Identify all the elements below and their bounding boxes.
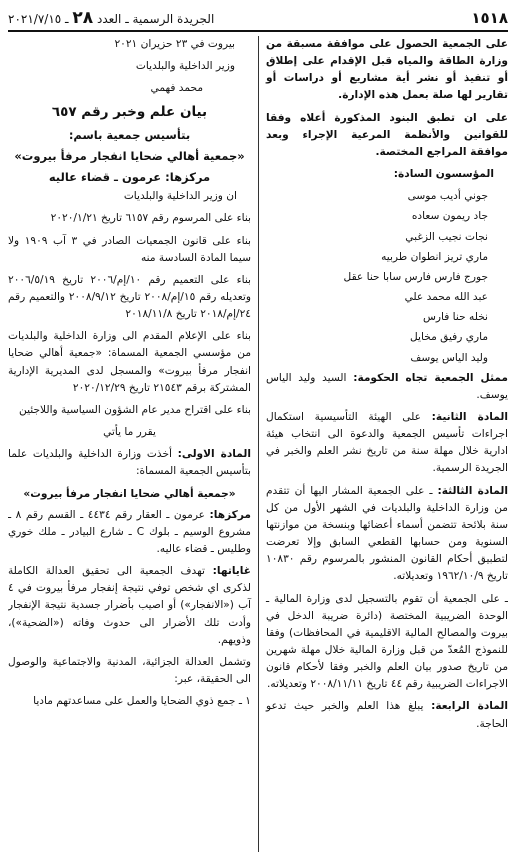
paragraph: بناء على التعميم رقم ١٠/إم/٢٠٠٦ تاريخ ٢٠٠٦/٥/١٩ وتعديله رقم ١٥/إم/٢٠٠٨ تاريخ ٢٠٠٨/٩/١٢ والتعميم رقم ٢٤/إم/٢٠١٨ تاريخ ٢٠١٨/١١/٨	[8, 273, 251, 321]
goals-item: ١ ـ جمع ذوي الضحايا والعمل على مساعدتهم ماديا	[33, 695, 251, 708]
paragraph: على الجمعية الحصول على موافقة مسبقة من وزارة الطاقة والمياه قبل الإقدام على إطلاق أو تنفيذ أو نشر أية مشاريع أو دراسات أو تقارير لها صلة بعمل هذه الإدارة.	[266, 38, 508, 102]
text: ـ على الجمعية المشار اليها أن تتقدم من وزارة الداخلية والبلديات في الشهر الأول من كل سنة بلائحة تتضمن أسماء أعضائها وبنسخة من موازنتها السنوية ومن حسابها القطعي السابق وإلا تعرضت لتطبيق أحكام القانون المنشور بالمرسوم رقم ١٠٨٣٠ تاريخ ١٩٦٢/١٠/٩ وتعديلاته.	[266, 484, 508, 583]
text: يبلغ هذا العلم والخبر حيث تدعو الحاجة.	[266, 700, 508, 730]
article-2	[266, 409, 508, 478]
issue-number: ٢٨	[72, 8, 94, 28]
founder-name: ماري تريز انطوان طربيه	[381, 250, 488, 263]
label: غاياتها:	[212, 565, 251, 578]
founder-name: نخله حنا فارس	[422, 311, 488, 324]
founder-name: ماري رفيق مخايل	[410, 331, 488, 344]
signature-title: وزير الداخلية والبلديات	[135, 60, 235, 73]
article-1	[8, 446, 251, 480]
founder-name: وليد الياس يوسف	[410, 351, 488, 364]
association-hq: مركزها: عرمون ـ قضاء عاليه	[48, 169, 211, 184]
right-column	[258, 36, 508, 852]
notice-subtitle: بتأسيس جمعية باسم:	[68, 128, 191, 143]
government-representative	[266, 370, 508, 404]
label: مركزها:	[209, 508, 251, 521]
founder-name: جورج فارس فارس سابا حنا عقل	[343, 270, 488, 283]
label: المادة الثانية:	[431, 410, 508, 423]
founder-name: عبد الله محمد علي	[404, 291, 488, 304]
association-name: «جمعية أهالي ضحايا انفجار مرفأ بيروت»	[14, 148, 245, 163]
left-column	[8, 36, 258, 852]
columns	[8, 36, 508, 852]
page-header	[8, 6, 508, 32]
label: المادة الاولى:	[177, 448, 251, 461]
label: المادة الرابعة:	[431, 700, 508, 713]
article-4	[266, 698, 508, 732]
value: السيد وليد الياس يوسف.	[266, 371, 508, 401]
header-meta	[8, 8, 214, 28]
founder-name: نجات نجيب الزغبي	[405, 230, 488, 243]
founder-name: جاد ريمون سعاده	[411, 210, 488, 223]
label: ممثل الجمعية تجاه الحكومة:	[353, 371, 508, 384]
text: على الهيئة التأسيسية استكمال اجراءات تأسيس الجمعية والدعوة الى انتخاب هيئة ادارية خلال مهلة سنة من تاريخ نشر العلم والخبر في الجريدة الرسمية.	[266, 410, 508, 475]
article-3	[266, 483, 508, 586]
association-name-quote: «جمعية أهالي ضحايا انفجار مرفأ بيروت»	[23, 487, 236, 500]
paragraph: ان وزير الداخلية والبلديات	[123, 190, 237, 203]
signature-place-date: بيروت في ٢٣ حزيران ٢٠٢١	[114, 38, 235, 50]
article-3-part-2: ـ على الجمعية أن تقوم بالتسجيل لدى وزارة المالية ـ الوحدة الضريبية المختصة (دائرة ضريبة الدخل في بيروت والمصالح المالية الاقليمية في المحافظات) وفقا للنموذج المُعدّ من قبل وزارة المالية خلال مهلة شهرين من تاريخ صدور بيان العلم والخبر وفقا لأحكام قانون الاجراءات الضريبية رقم ٤٤ تاريخ ٢٠٠٨/١١/١١ وتعديلاته.	[266, 592, 508, 691]
headquarters	[8, 507, 251, 558]
paragraph: بناء على قانون الجمعيات الصادر في ٣ آب ١٩٠٩ ولا سيما المادة السادسة منه	[8, 234, 251, 264]
notice-title: بيان علم وخبر رقم ٦٥٧	[51, 104, 208, 121]
decides-heading: يقرر ما يأتي	[103, 426, 156, 439]
signature-name: محمد فهمي	[150, 82, 203, 95]
label: المادة الثالثة:	[437, 484, 508, 497]
paragraph: بناء على المرسوم رقم ٦١٥٧ تاريخ ٢٠٢٠/١/٢١	[50, 212, 251, 225]
text: تهدف الجمعية الى تحقيق العدالة الكاملة لذكرى اي شخص توفي نتيجة إنفجار مرفأ بيروت في ٤ آب («الانفجار») أو اصيب بأضرار جسدية نتيجة الإنفجار وأدت تلك الأضرار الى حدوث وفاته («الضحية»)، وذويهم.	[8, 565, 251, 646]
paragraph: بناء على اقتراح مدير عام الشؤون السياسية واللاجئين	[19, 403, 251, 416]
publication-name: الجريدة الرسمية ـ العدد	[96, 12, 215, 26]
goals-continued: وتشمل العدالة الجزائية، المدنية والاجتماعية والوصول الى الحقيقة، عبر:	[8, 655, 251, 686]
page-number: ١٥١٨	[471, 9, 508, 27]
paragraph: بناء على الإعلام المقدم الى وزارة الداخلية والبلديات من مؤسسي الجمعية المسماة: «جمعية أهالي ضحايا انفجار مرفأ بيروت» والمسجل لدى المديرية الإدارية المشتركة برقم ٢١٥٤٣ تاريخ ٢٠٢٠/١٢/٢٩	[8, 330, 251, 394]
text: عرمون ـ العقار رقم ٤٤٣٤ ـ القسم رقم ٨ ـ مشروع الوسيم ـ بلوك C ـ شارع البيادر ـ ملك خوري وطليس ـ قضاء عاليه.	[8, 508, 251, 556]
founders-label: المؤسسون السادة:	[393, 168, 494, 181]
goals	[8, 563, 251, 649]
founder-name: جوني أديب موسى	[407, 190, 488, 203]
issue-date: ـ ٢٠٢١/٧/١٥	[8, 12, 69, 26]
founders-list	[266, 188, 508, 366]
text: أخذت وزارة الداخلية والبلديات علما بتأسيس الجمعية المسماة:	[8, 448, 251, 478]
paragraph: على ان تطبق البنود المذكورة أعلاه وفقا للقوانين والأنظمة المرعية الإجراء وبعد موافقة المراجع المختصة.	[266, 111, 508, 158]
